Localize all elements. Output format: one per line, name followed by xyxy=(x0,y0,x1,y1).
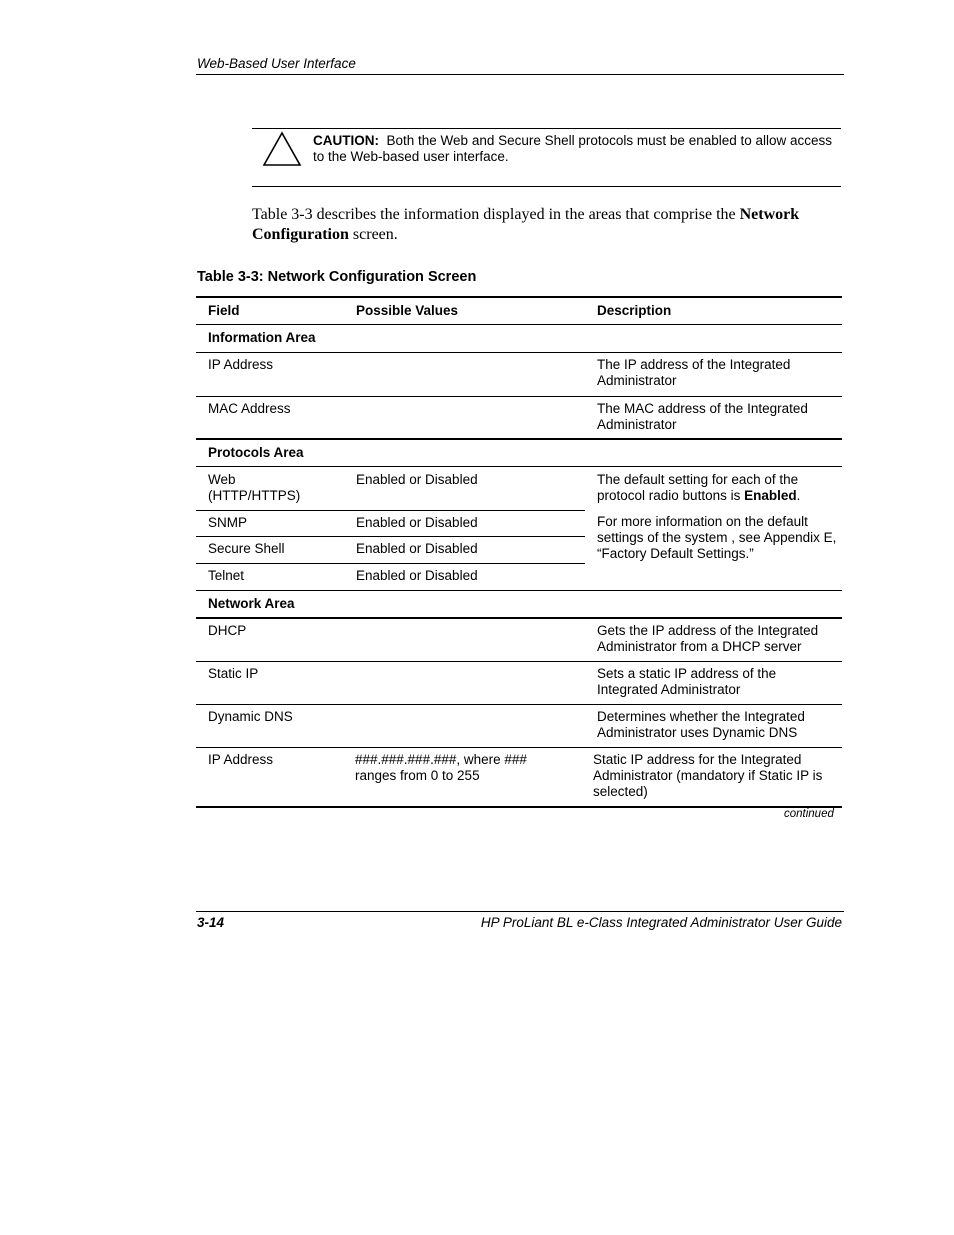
row-rule xyxy=(196,466,842,467)
cell-field: Dynamic DNS xyxy=(208,709,293,724)
continued-note: continued xyxy=(784,808,834,820)
cell-description: Gets the IP address of the Integrated Administrator from a DHCP server xyxy=(597,623,819,654)
cell-values: ###.###.###.###, where ### ranges from 0 to 255 xyxy=(355,752,527,783)
cell-description: Static IP address for the Integrated Administrator (mandatory if Static IP is selected) xyxy=(593,752,823,799)
cell-field-line: Web xyxy=(208,472,236,487)
section-rule xyxy=(196,590,842,591)
intro-text-2: screen. xyxy=(348,225,398,243)
caution-bottom-rule xyxy=(252,186,841,187)
cell-values: Enabled or Disabled xyxy=(356,472,478,487)
caution-label: CAUTION: xyxy=(313,133,379,148)
protocol-description-default xyxy=(597,472,837,504)
table-title: Table 3-3: Network Configuration Screen xyxy=(197,269,477,285)
protocol-desc-prefix: The default setting for each of the protocol radio buttons is xyxy=(597,472,799,503)
cell-values: Enabled or Disabled xyxy=(356,568,478,583)
section-network-area: Network Area xyxy=(208,596,295,611)
cell-field xyxy=(208,472,300,504)
protocol-description-more-info: For more information on the default settings of the system , see Appendix E, “Factory Default Settings.” xyxy=(597,514,837,561)
table-bottom-rule xyxy=(196,806,842,808)
cell-field: MAC Address xyxy=(208,401,291,416)
cell-field: IP Address xyxy=(208,357,274,372)
caution-text xyxy=(313,133,838,165)
cell-description: Sets a static IP address of the Integrated Administrator xyxy=(597,666,777,697)
row-rule xyxy=(196,747,842,748)
footer-rule xyxy=(196,911,844,912)
header-rule xyxy=(196,74,844,75)
running-header: Web-Based User Interface xyxy=(197,56,356,71)
cell-field: Telnet xyxy=(208,568,245,583)
section-protocols-area: Protocols Area xyxy=(208,445,304,460)
header-field: Field xyxy=(208,303,240,318)
caution-body: Both the Web and Secure Shell protocols must be enabled to allow access to the Web-based user interface. xyxy=(313,133,833,164)
cell-field: Static IP xyxy=(208,666,259,681)
protocol-desc-suffix: . xyxy=(796,488,801,503)
header-possible-values: Possible Values xyxy=(356,303,459,318)
cell-description: Determines whether the Integrated Administrator uses Dynamic DNS xyxy=(597,709,805,740)
row-rule xyxy=(196,396,842,397)
cell-field: SNMP xyxy=(208,515,248,530)
caution-triangle-icon xyxy=(262,131,302,167)
row-rule xyxy=(196,704,842,705)
cell-values: Enabled or Disabled xyxy=(356,515,478,530)
row-rule xyxy=(196,510,585,511)
page-number: 3-14 xyxy=(197,915,225,930)
intro-paragraph xyxy=(252,205,847,244)
cell-description: The MAC address of the Integrated Administrator xyxy=(597,401,808,432)
row-rule xyxy=(196,661,842,662)
cell-field: IP Address xyxy=(208,752,274,767)
table-top-rule xyxy=(196,296,842,298)
row-rule xyxy=(196,563,585,564)
intro-bold: Network Configuration xyxy=(252,206,800,243)
row-rule xyxy=(196,536,585,537)
header-rule-bottom xyxy=(196,324,842,325)
protocol-desc-bold: Enabled xyxy=(744,488,797,503)
row-rule xyxy=(196,617,842,619)
cell-description: The IP address of the Integrated Administrator xyxy=(597,357,791,388)
intro-text-1: Table 3-3 describes the information displayed in the areas that comprise the xyxy=(252,206,740,223)
cell-field: DHCP xyxy=(208,623,247,638)
cell-values: Enabled or Disabled xyxy=(356,541,478,556)
section-rule xyxy=(196,438,842,440)
section-information-area: Information Area xyxy=(208,330,316,345)
guide-title: HP ProLiant BL e-Class Integrated Administrator User Guide xyxy=(480,915,842,930)
cell-field: Secure Shell xyxy=(208,541,285,556)
caution-top-rule xyxy=(252,128,841,129)
cell-field-line: (HTTP/HTTPS) xyxy=(208,488,301,503)
row-rule xyxy=(196,352,842,353)
header-description: Description xyxy=(597,303,672,318)
